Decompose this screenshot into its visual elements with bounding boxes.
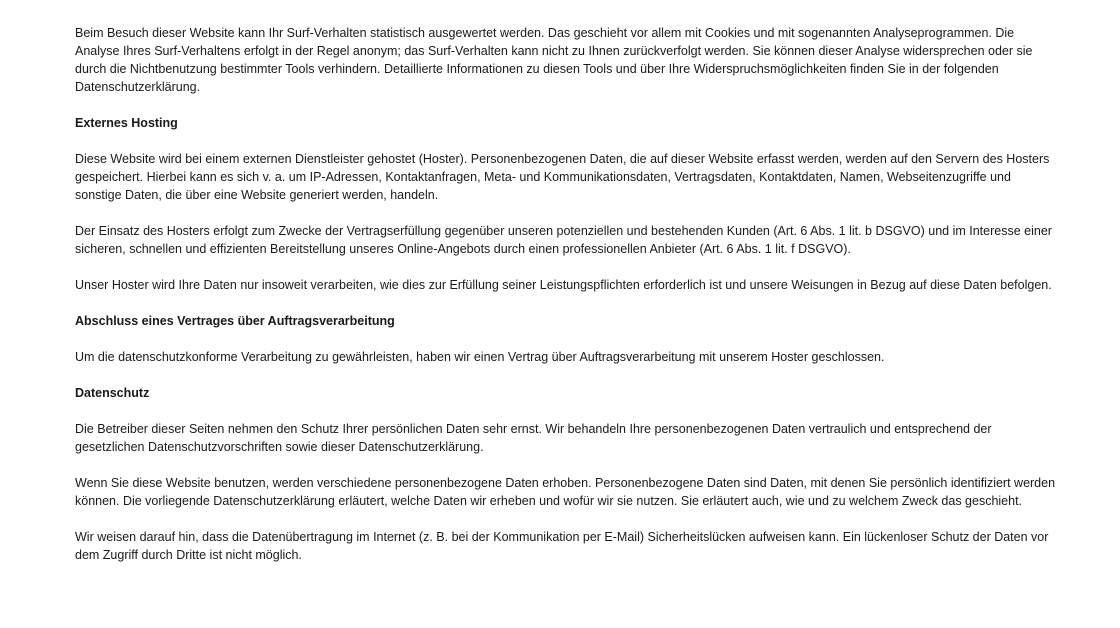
heading-external-hosting: Externes Hosting bbox=[75, 116, 178, 130]
heading-data-protection: Datenschutz bbox=[75, 386, 150, 400]
intro-paragraph: Beim Besuch dieser Website kann Ihr Surf-Verhalten statistisch ausgewertet werden. Das geschieht vor allem mit Cookies und mit sogenannten Analyseprogrammen. Die Analyse Ihres Surf-Verhaltens erfolgt in der Regel anonym; das Surf-Verhalten kann nicht zu Ihnen zurückverfolgt werden. Sie können dieser Analyse widersprechen oder sie durch die Nichtbenutzung bestimmter Tools verhindern. Detaillierte Informationen zu diesen Tools und über Ihre Widerspruchsmöglichkeiten finden Sie in der folgenden Datenschutzerklärung. bbox=[75, 26, 1033, 94]
hosting-paragraph-2: Der Einsatz des Hosters erfolgt zum Zwecke der Vertragserfüllung gegenüber unseren potenziellen und bestehenden Kunden (Art. 6 Abs. 1 lit. b DSGVO) und im Interesse einer sicheren, schnellen und effizienten Bereitstellung unseres Online-Angebots durch einen professionellen Anbieter (Art. 6 Abs. 1 lit. f DSGVO). bbox=[75, 224, 1052, 256]
heading-processing-contract: Abschluss eines Vertrages über Auftragsverarbeitung bbox=[75, 314, 395, 328]
contract-paragraph-1: Um die datenschutzkonforme Verarbeitung zu gewährleisten, haben wir einen Vertrag über Auftragsverarbeitung mit unserem Hoster geschlossen. bbox=[75, 350, 885, 364]
privacy-paragraph-1: Die Betreiber dieser Seiten nehmen den Schutz Ihrer persönlichen Daten sehr ernst. Wir behandeln Ihre personenbezogenen Daten vertraulich und entsprechend der gesetzlichen Datenschutzvorschriften sowie dieser Datenschutzerklärung. bbox=[75, 422, 992, 454]
hosting-paragraph-3: Unser Hoster wird Ihre Daten nur insoweit verarbeiten, wie dies zur Erfüllung seiner Leistungspflichten erforderlich ist und unsere Weisungen in Bezug auf diese Daten befolgen. bbox=[75, 278, 1052, 292]
privacy-paragraph-2: Wenn Sie diese Website benutzen, werden verschiedene personenbezogene Daten erhoben. Personenbezogene Daten sind Daten, mit denen Sie persönlich identifiziert werden können. Die vorliegende Datenschutzerklärung erläutert, welche Daten wir erheben und wofür wir sie nutzen. Sie erläutert auch, wie und zu welchem Zweck das geschieht. bbox=[75, 476, 1056, 508]
privacy-paragraph-3: Wir weisen darauf hin, dass die Datenübertragung im Internet (z. B. bei der Kommunikation per E-Mail) Sicherheitslücken aufweisen kann. Ein lückenloser Schutz der Daten vor dem Zugriff durch Dritte ist nicht möglich. bbox=[75, 530, 1049, 562]
hosting-paragraph-1: Diese Website wird bei einem externen Dienstleister gehostet (Hoster). Personenbezogenen Daten, die auf dieser Website erfasst werden, werden auf den Servern des Hosters gespeichert. Hierbei kann es sich v. a. um IP-Adressen, Kontaktanfragen, Meta- und Kommunikationsdaten, Vertragsdaten, Kontaktdaten, Namen, Webseitenzugriffe und sonstige Daten, die über eine Website generiert werden, handeln. bbox=[75, 152, 1050, 202]
